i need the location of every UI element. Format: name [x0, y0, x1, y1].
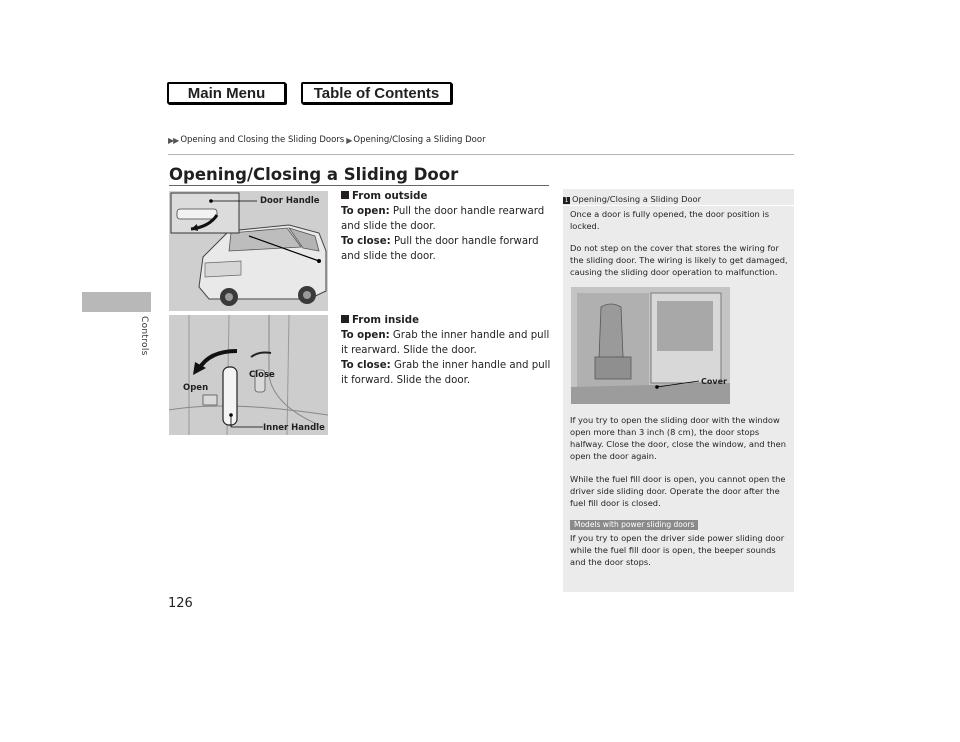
outside-close-instruction: To close: Pull the door handle forward and slide the door. — [341, 236, 539, 262]
open-callout: Open — [183, 383, 209, 393]
cover-photo — [571, 287, 730, 404]
notes-sidebar — [563, 189, 794, 592]
breadcrumb — [168, 135, 486, 145]
door-handle-callout: Door Handle — [260, 196, 320, 206]
note-cover-wiring: Do not step on the cover that stores the wiring for the sliding door. The wiring is likely to get damaged, causing the sliding door operation to malfunction. — [570, 243, 788, 277]
breadcrumb-section[interactable]: Opening and Closing the Sliding Doors — [180, 135, 345, 145]
from-inside-heading: From inside — [341, 313, 551, 328]
from-outside-heading: From outside — [341, 189, 551, 204]
square-bullet-icon — [341, 191, 349, 199]
close-callout: Close — [249, 370, 275, 380]
inside-close-instruction: To close: Grab the inner handle and pull it forward. Slide the door. — [341, 360, 551, 386]
reference-number-icon: 1 — [564, 197, 569, 204]
note-door-locked: Once a door is fully opened, the door position is locked. — [570, 209, 770, 231]
model-badge: Models with power sliding doors — [570, 520, 698, 530]
van-exterior-drawing — [169, 191, 328, 311]
page-number: 126 — [168, 596, 193, 611]
note-power-door-beeper: If you try to open the driver side power sliding door while the fuel fill door is open, the beeper sounds and the door stops. — [570, 533, 785, 567]
outside-open-instruction: To open: Pull the door handle rearward and slide the door. — [341, 206, 545, 232]
square-bullet-icon — [341, 315, 349, 323]
from-outside-section — [341, 189, 551, 264]
from-inside-section — [341, 313, 551, 388]
sidebar-heading: 1 Opening/Closing a Sliding Door — [564, 194, 702, 204]
page-title: Opening/Closing a Sliding Door — [169, 165, 459, 184]
sidebar-divider — [563, 205, 794, 206]
main-menu-button[interactable]: Main Menu — [167, 82, 286, 104]
section-tab[interactable] — [82, 292, 151, 312]
exterior-door-handle-illustration — [169, 191, 328, 311]
note-fuel-fill-door: While the fuel fill door is open, you cannot open the driver side sliding door. Operate the door after the fuel fill door is closed. — [570, 474, 786, 508]
breadcrumb-page: Opening/Closing a Sliding Door — [353, 135, 486, 145]
interior-handle-illustration — [169, 315, 328, 435]
breadcrumb-arrow-icon: ▶▶ — [168, 135, 179, 145]
inside-open-instruction: To open: Grab the inner handle and pull it rearward. Slide the door. — [341, 330, 550, 356]
cover-callout: Cover — [701, 377, 727, 386]
inner-handle-callout: Inner Handle — [263, 423, 325, 433]
header-divider — [168, 154, 794, 155]
breadcrumb-arrow-icon: ▶ — [346, 135, 352, 145]
title-divider — [169, 185, 549, 186]
table-of-contents-button[interactable]: Table of Contents — [301, 82, 452, 104]
section-tab-label: Controls — [139, 316, 149, 356]
note-window-open: If you try to open the sliding door with the window open more than 3 inch (8 cm), the door stops halfway. Close the door, close the window, and then open the door again. — [570, 415, 787, 461]
